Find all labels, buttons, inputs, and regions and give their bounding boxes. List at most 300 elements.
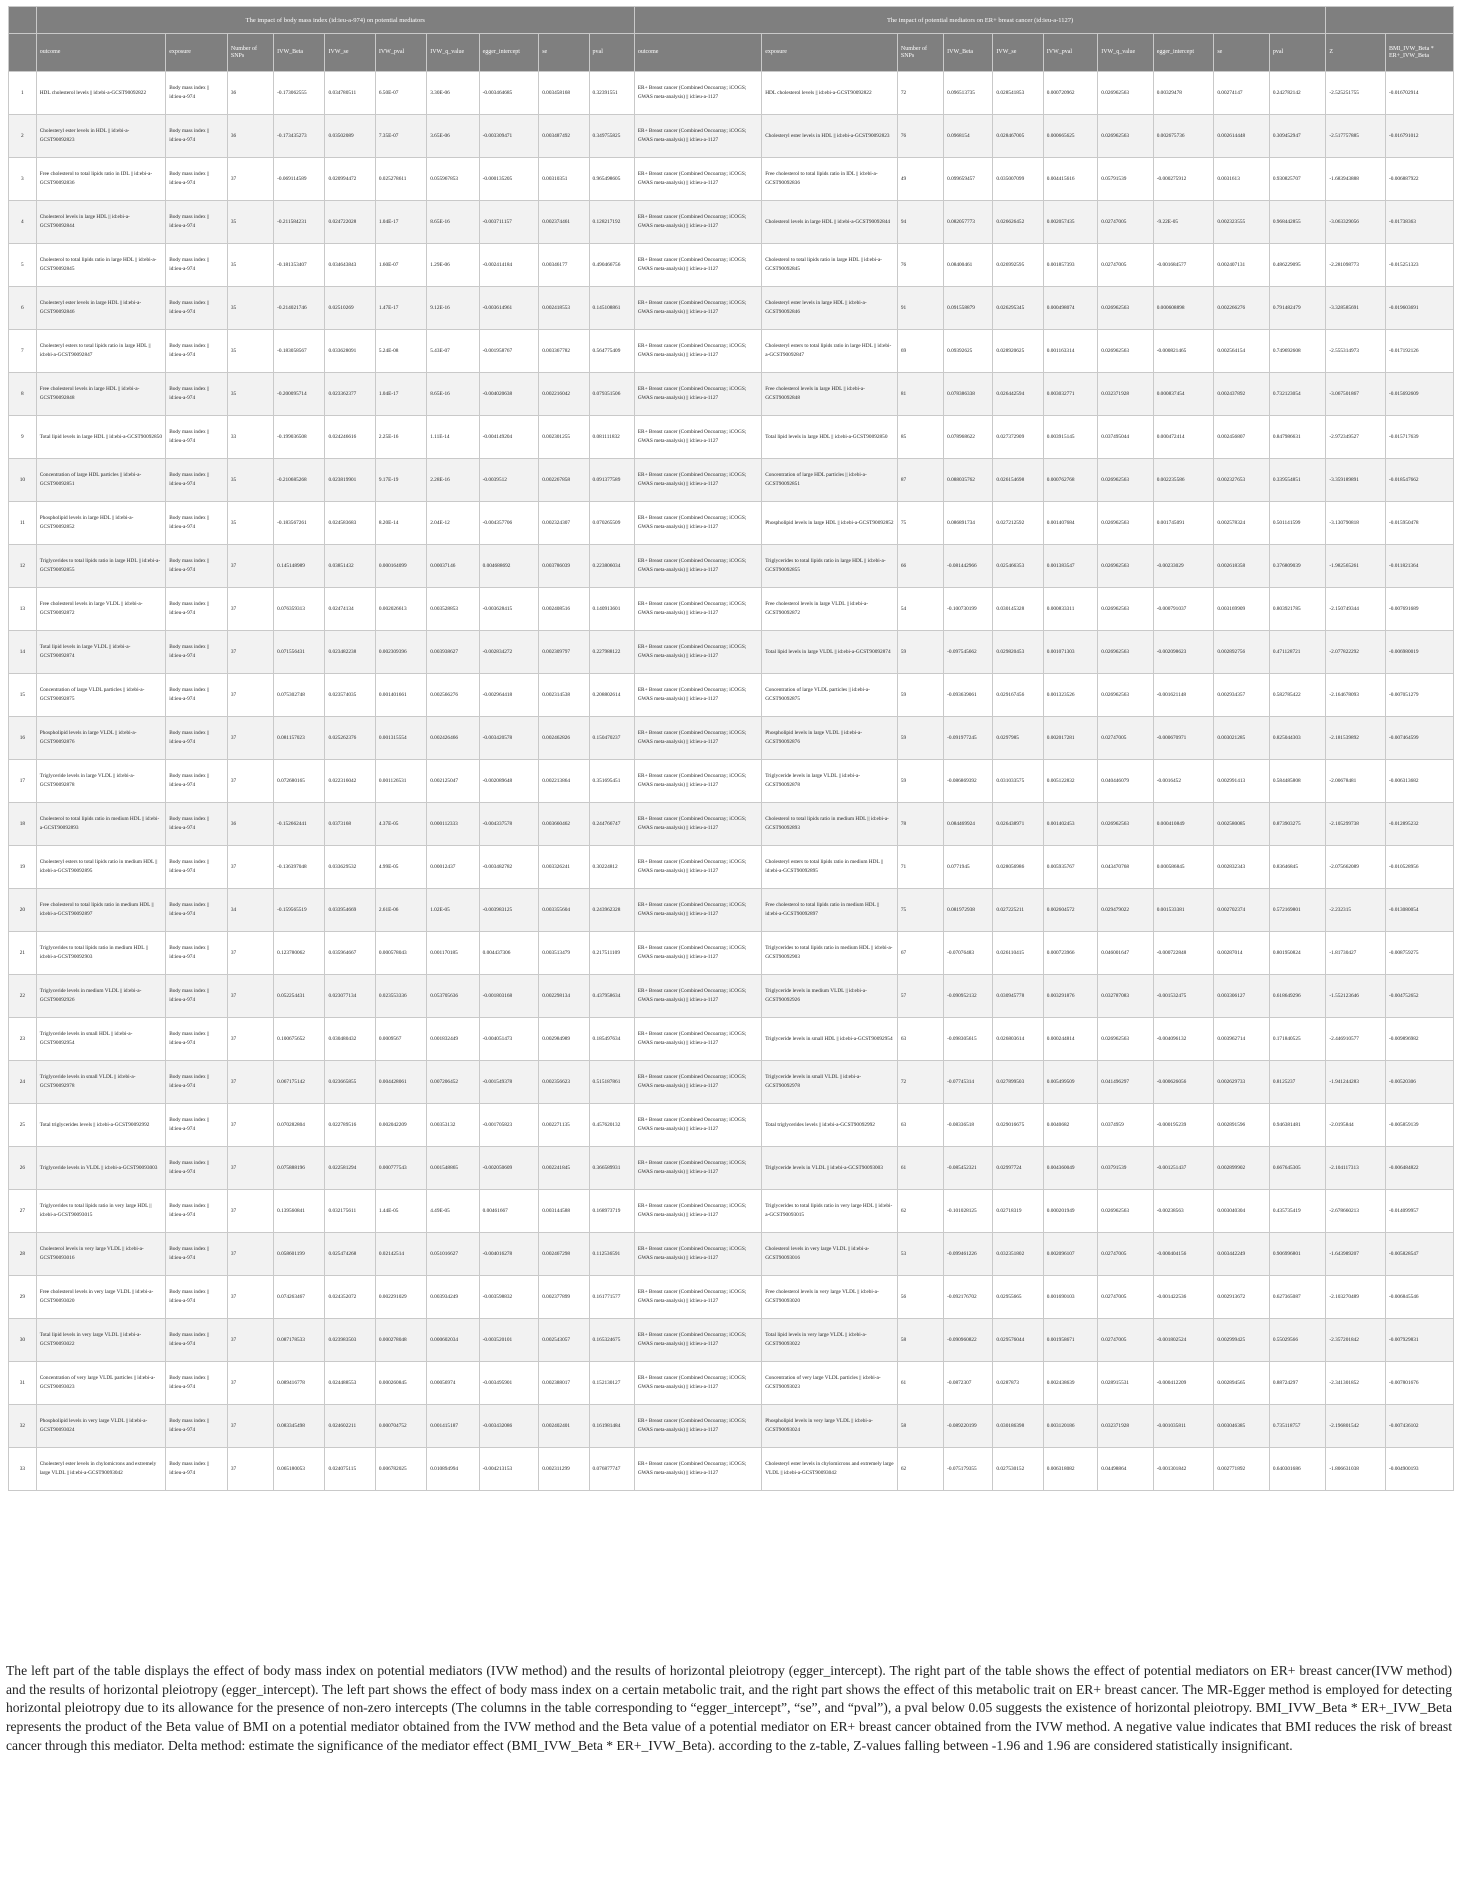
row-index-cell: 33: [9, 1448, 37, 1491]
table-cell: 0.027225211: [993, 889, 1043, 932]
table-cell: -0.003614961: [479, 287, 539, 330]
table-cell: -0.002834272: [479, 631, 539, 674]
table-cell: 0.024075115: [325, 1448, 375, 1491]
table-cell: -0.003495901: [479, 1362, 539, 1405]
table-cell: -0.07076483: [944, 932, 993, 975]
table-cell: Body mass index || id:ieu-a-974: [166, 330, 228, 373]
table-cell: Phospholipid levels in very large VLDL || id:ebi-a-GCST90093024: [36, 1405, 165, 1448]
table-cell: 0.029167456: [993, 674, 1043, 717]
table-cell: -0.0872307: [944, 1362, 993, 1405]
table-cell: -3.359189891: [1326, 459, 1386, 502]
table-cell: -0.001035811: [1153, 1405, 1214, 1448]
row-index-cell: 15: [9, 674, 37, 717]
table-cell: 0.002456807: [1214, 416, 1269, 459]
table-cell: 0.376809039: [1269, 545, 1326, 588]
table-cell: -0.004752652: [1385, 975, 1453, 1018]
table-cell: -0.004051473: [479, 1018, 539, 1061]
table-cell: 0.002566276: [427, 674, 479, 717]
table-cell: 37: [227, 1104, 273, 1147]
table-cell: 0.043470768: [1098, 846, 1153, 889]
table-cell: Total lipid levels in very large VLDL || id:ebi-a-GCST90093022: [762, 1319, 898, 1362]
table-cell: 0.081111832: [589, 416, 634, 459]
table-cell: 0.001126531: [375, 760, 426, 803]
table-cell: -0.008759275: [1385, 932, 1453, 975]
table-cell: 0.000665625: [1043, 115, 1097, 158]
table-cell: -2.341301852: [1326, 1362, 1386, 1405]
table-cell: -0.006845546: [1385, 1276, 1453, 1319]
table-cell: 4.37E-05: [375, 803, 426, 846]
table-cell: 0.002899902: [1214, 1147, 1269, 1190]
table-cell: 0.001401661: [375, 674, 426, 717]
table-cell: 0.002327653: [1214, 459, 1269, 502]
table-cell: 0.001533381: [1153, 889, 1214, 932]
column-header: se: [539, 34, 589, 72]
table-cell: 0.83646845: [1269, 846, 1326, 889]
table-cell: -0.001549378: [479, 1061, 539, 1104]
column-header: egger_intercept: [479, 34, 539, 72]
table-cell: -0.0016452: [1153, 760, 1214, 803]
table-cell: 0.003120186: [1043, 1405, 1097, 1448]
table-cell: 0.081972938: [944, 889, 993, 932]
table-row: [9, 803, 1454, 846]
table-cell: 54: [897, 588, 943, 631]
table-cell: -2.104117313: [1326, 1147, 1386, 1190]
table-cell: 0.002291029: [375, 1276, 426, 1319]
table-cell: -0.004213153: [479, 1448, 539, 1491]
table-cell: 35: [227, 330, 273, 373]
row-index-cell: 8: [9, 373, 37, 416]
table-cell: 0.025466353: [993, 545, 1043, 588]
row-index-cell: 2: [9, 115, 37, 158]
table-cell: 0.00461667: [479, 1190, 539, 1233]
table-cell: -0.003482782: [479, 846, 539, 889]
table-cell: 0.002407131: [1214, 244, 1269, 287]
group-header-blank-end: [1326, 7, 1454, 34]
table-cell: 0.968442855: [1269, 201, 1326, 244]
table-cell: -0.100730199: [944, 588, 993, 631]
table-cell: 0.001383547: [1043, 545, 1097, 588]
table-cell: 0.026803614: [993, 1018, 1043, 1061]
table-cell: 0.02747005: [1098, 201, 1153, 244]
column-header: outcome: [36, 34, 165, 72]
table-cell: 0.002241845: [539, 1147, 589, 1190]
table-cell: -0.001251437: [1153, 1147, 1214, 1190]
table-cell: 0.026962563: [1098, 330, 1153, 373]
table-cell: -0.000670971: [1153, 717, 1214, 760]
table-cell: 0.486229095: [1269, 244, 1326, 287]
table-row: [9, 201, 1454, 244]
row-index-cell: 21: [9, 932, 37, 975]
table-cell: 94: [897, 201, 943, 244]
table-cell: 37: [227, 545, 273, 588]
row-index-cell: 3: [9, 158, 37, 201]
table-row: [9, 1448, 1454, 1491]
table-cell: Body mass index || id:ieu-a-974: [166, 1405, 228, 1448]
row-index-cell: 26: [9, 1147, 37, 1190]
table-cell: 0.572169801: [1269, 889, 1326, 932]
table-cell: 0.0040682: [1043, 1104, 1097, 1147]
table-cell: Body mass index || id:ieu-a-974: [166, 287, 228, 330]
table-cell: 0.023553336: [375, 975, 426, 1018]
table-cell: 0.023819901: [325, 459, 375, 502]
table-cell: 0.034780511: [325, 72, 375, 115]
table-row: [9, 1147, 1454, 1190]
table-cell: -1.552123646: [1326, 975, 1386, 1018]
table-cell: 0.145148989: [274, 545, 325, 588]
table-cell: 0.112536591: [589, 1233, 634, 1276]
table-cell: 0.145108861: [589, 287, 634, 330]
table-cell: 0.032371928: [1098, 1405, 1153, 1448]
table-cell: 0.026962563: [1098, 115, 1153, 158]
table-cell: -0.090960822: [944, 1319, 993, 1362]
table-cell: Triglyceride levels in medium VLDL || id:ebi-a-GCST90092926: [36, 975, 165, 1018]
table-cell: -0.000275912: [1153, 158, 1214, 201]
table-cell: Body mass index || id:ieu-a-974: [166, 459, 228, 502]
table-cell: 0.032371928: [1098, 373, 1153, 416]
table-cell: -0.013080054: [1385, 889, 1453, 932]
table-cell: 8.65E-16: [427, 201, 479, 244]
table-cell: Body mass index || id:ieu-a-974: [166, 416, 228, 459]
table-cell: 0.075888196: [274, 1147, 325, 1190]
table-cell: -0.081442966: [944, 545, 993, 588]
table-cell: -0.199036508: [274, 416, 325, 459]
table-cell: 0.086891734: [944, 502, 993, 545]
table-cell: 0.002437892: [1214, 373, 1269, 416]
table-cell: 0.026295345: [993, 287, 1043, 330]
table-cell: 0.028915531: [1098, 1362, 1153, 1405]
table-cell: Triglycerides to total lipids ratio in medium HDL || id:ebi-a-GCST90092903: [762, 932, 898, 975]
table-cell: 0.040446079: [1098, 760, 1153, 803]
table-row: [9, 975, 1454, 1018]
table-cell: ER+ Breast cancer (Combined Oncoarray; iCOGS; GWAS meta-analysis) || id:ieu-a-1127: [634, 72, 761, 115]
table-cell: Total lipid levels in large VLDL || id:ebi-a-GCST90092874: [762, 631, 898, 674]
table-cell: 0.30224812: [589, 846, 634, 889]
table-cell: Cholesterol levels in very large VLDL || id:ebi-a-GCST90093016: [762, 1233, 898, 1276]
table-cell: 0.803921785: [1269, 588, 1326, 631]
table-cell: 0.227988122: [589, 631, 634, 674]
table-cell: 0.906996801: [1269, 1233, 1326, 1276]
table-cell: Total lipid levels in very large VLDL || id:ebi-a-GCST90093022: [36, 1319, 165, 1362]
table-cell: 0.168973719: [589, 1190, 634, 1233]
table-cell: 0.001163314: [1043, 330, 1097, 373]
table-cell: Triglyceride levels in VLDL || id:ebi-a-GCST90093003: [762, 1147, 898, 1190]
table-cell: Body mass index || id:ieu-a-974: [166, 1104, 228, 1147]
table-cell: -0.002098623: [1153, 631, 1214, 674]
table-cell: Body mass index || id:ieu-a-974: [166, 115, 228, 158]
table-cell: Free cholesterol to total lipids ratio in IDL || id:ebi-a-GCST90092836: [36, 158, 165, 201]
table-cell: 0.001407684: [1043, 502, 1097, 545]
table-cell: 0.02955665: [993, 1276, 1043, 1319]
table-cell: 0.00056974: [427, 1362, 479, 1405]
table-cell: ER+ Breast cancer (Combined Oncoarray; iCOGS; GWAS meta-analysis) || id:ieu-a-1127: [634, 588, 761, 631]
table-cell: 0.000720962: [1043, 72, 1097, 115]
table-cell: 0.002266276: [1214, 287, 1269, 330]
table-cell: 0.035964667: [325, 932, 375, 975]
table-cell: 0.339554851: [1269, 459, 1326, 502]
table-cell: 0.026626452: [993, 201, 1043, 244]
table-cell: 0.00310351: [539, 158, 589, 201]
table-cell: 37: [227, 1448, 273, 1491]
table-cell: -0.007929831: [1385, 1319, 1453, 1362]
table-cell: 0.05791539: [1098, 158, 1153, 201]
row-index-cell: 25: [9, 1104, 37, 1147]
table-cell: -0.015717639: [1385, 416, 1453, 459]
table-cell: -0.00520306: [1385, 1061, 1453, 1104]
group-header-row: [9, 7, 1454, 34]
table-cell: 0.002309396: [375, 631, 426, 674]
table-cell: 0.002467298: [539, 1233, 589, 1276]
table-cell: Cholesterol levels in large HDL || id:ebi-a-GCST90092844: [762, 201, 898, 244]
table-cell: 0.029479022: [1098, 889, 1153, 932]
table-cell: 87: [897, 459, 943, 502]
row-index-cell: 23: [9, 1018, 37, 1061]
table-cell: 37: [227, 674, 273, 717]
table-cell: 0.007206452: [427, 1061, 479, 1104]
group-header-right: The impact of potential mediators on ER+ breast cancer (id:ieu-a-1127): [634, 7, 1326, 34]
table-cell: 0.002356623: [539, 1061, 589, 1104]
table-cell: -0.007436102: [1385, 1405, 1453, 1448]
table-cell: Concentration of large VLDL particles || id:ebi-a-GCST90092875: [36, 674, 165, 717]
table-cell: 2.28E-16: [427, 459, 479, 502]
table-cell: 0.001323526: [1043, 674, 1097, 717]
table-cell: -0.015950478: [1385, 502, 1453, 545]
table-cell: -2.678660213: [1326, 1190, 1386, 1233]
table-cell: -3.130790818: [1326, 502, 1386, 545]
table-cell: 0.024246616: [325, 416, 375, 459]
table-cell: 0.003021285: [1214, 717, 1269, 760]
table-cell: -2.525251755: [1326, 72, 1386, 115]
table-cell: -3.067501867: [1326, 373, 1386, 416]
table-row: [9, 72, 1454, 115]
table-cell: 0.002096107: [1043, 1233, 1097, 1276]
table-cell: 0.003046385: [1214, 1405, 1269, 1448]
table-row: [9, 1018, 1454, 1061]
table-cell: 0.002323555: [1214, 201, 1269, 244]
table-cell: -0.015692609: [1385, 373, 1453, 416]
table-cell: Concentration of very large VLDL particles || id:ebi-a-GCST90093023: [762, 1362, 898, 1405]
table-cell: Cholesteryl esters to total lipids ratio in medium HDL || id:ebi-a-GCST90092895: [36, 846, 165, 889]
table-cell: -0.003983125: [479, 889, 539, 932]
table-cell: 59: [897, 760, 943, 803]
table-cell: 0.000278048: [375, 1319, 426, 1362]
table-cell: 0.003934249: [427, 1276, 479, 1319]
table-cell: Total lipid levels in large HDL || id:ebi-a-GCST90092850: [762, 416, 898, 459]
table-cell: 0.004360049: [1043, 1147, 1097, 1190]
table-cell: 0.732123054: [1269, 373, 1326, 416]
table-cell: Free cholesterol levels in large VLDL || id:ebi-a-GCST90092872: [36, 588, 165, 631]
table-cell: -0.210685268: [274, 459, 325, 502]
table-cell: 0.002675736: [1153, 115, 1214, 158]
table-cell: 0.082057773: [944, 201, 993, 244]
table-cell: 0.002891596: [1214, 1104, 1269, 1147]
table-cell: -0.006313682: [1385, 760, 1453, 803]
table-cell: 0.023574035: [325, 674, 375, 717]
table-cell: 0.825044303: [1269, 717, 1326, 760]
table-row: [9, 545, 1454, 588]
table-cell: -0.01738363: [1385, 201, 1453, 244]
row-index-cell: 14: [9, 631, 37, 674]
table-cell: 0.024602211: [325, 1405, 375, 1448]
table-row: [9, 244, 1454, 287]
table-cell: ER+ Breast cancer (Combined Oncoarray; iCOGS; GWAS meta-analysis) || id:ieu-a-1127: [634, 158, 761, 201]
table-cell: -0.002089648: [479, 760, 539, 803]
table-cell: 0.051016627: [427, 1233, 479, 1276]
table-cell: Total triglycerides levels || id:ebi-a-GCST90092992: [36, 1104, 165, 1147]
table-cell: -0.089220199: [944, 1405, 993, 1448]
table-row: [9, 674, 1454, 717]
table-cell: 0.033628091: [325, 330, 375, 373]
row-index-cell: 1: [9, 72, 37, 115]
table-cell: 0.003458168: [539, 72, 589, 115]
table-cell: Total triglycerides levels || id:ebi-a-GCST90092992: [762, 1104, 898, 1147]
table-cell: 0.002892756: [1214, 631, 1269, 674]
table-cell: Free cholesterol to total lipids ratio in medium HDL || id:ebi-a-GCST90092897: [36, 889, 165, 932]
table-cell: 91: [897, 287, 943, 330]
table-cell: 0.003291876: [1043, 975, 1097, 1018]
table-cell: ER+ Breast cancer (Combined Oncoarray; iCOGS; GWAS meta-analysis) || id:ieu-a-1127: [634, 1276, 761, 1319]
table-cell: -0.017192126: [1385, 330, 1453, 373]
table-cell: 34: [227, 889, 273, 932]
table-cell: 0.031033575: [993, 760, 1043, 803]
table-cell: -0.173435273: [274, 115, 325, 158]
table-cell: 0.030480432: [325, 1018, 375, 1061]
table-cell: 35: [227, 201, 273, 244]
table-cell: -0.091977245: [944, 717, 993, 760]
table-cell: 0.002426466: [427, 717, 479, 760]
table-row: [9, 760, 1454, 803]
column-header: exposure: [166, 34, 228, 72]
table-cell: -0.003420578: [479, 717, 539, 760]
table-cell: 0.078386338: [944, 373, 993, 416]
table-cell: 0.029576044: [993, 1319, 1043, 1362]
table-cell: 62: [897, 1190, 943, 1233]
table-cell: 0.152130127: [589, 1362, 634, 1405]
table-cell: 0.0771945: [944, 846, 993, 889]
table-cell: 0.067175142: [274, 1061, 325, 1104]
table-cell: Concentration of large VLDL particles || id:ebi-a-GCST90092875: [762, 674, 898, 717]
table-cell: 0.028467005: [993, 115, 1043, 158]
table-cell: 0.001402453: [1043, 803, 1097, 846]
table-cell: -0.003711157: [479, 201, 539, 244]
table-cell: 0.002913672: [1214, 1276, 1269, 1319]
table-cell: 0.02747005: [1098, 1319, 1153, 1362]
column-header: BMI_IVW_Beta * ER+_IVW_Beta: [1385, 34, 1453, 72]
table-cell: Body mass index || id:ieu-a-974: [166, 158, 228, 201]
table-cell: -0.005828547: [1385, 1233, 1453, 1276]
table-cell: 0.02142514: [375, 1233, 426, 1276]
table-cell: ER+ Breast cancer (Combined Oncoarray; iCOGS; GWAS meta-analysis) || id:ieu-a-1127: [634, 201, 761, 244]
table-cell: 0.001071303: [1043, 631, 1097, 674]
table-cell: 0.8125237: [1269, 1061, 1326, 1104]
table-cell: 61: [897, 1147, 943, 1190]
table-cell: 0.000164099: [375, 545, 426, 588]
table-cell: 0.002402401: [539, 1405, 589, 1448]
table-cell: 76: [897, 115, 943, 158]
table-cell: 1.04E-17: [375, 373, 426, 416]
table-cell: 0.023482238: [325, 631, 375, 674]
table-cell: Cholesterol levels in large HDL || id:ebi-a-GCST90092844: [36, 201, 165, 244]
table-cell: 0.003144588: [539, 1190, 589, 1233]
table-cell: Body mass index || id:ieu-a-974: [166, 889, 228, 932]
table-cell: 0.003367782: [539, 330, 589, 373]
table-cell: 0.089416778: [274, 1362, 325, 1405]
table-cell: -2.103270489: [1326, 1276, 1386, 1319]
table-cell: -0.006887922: [1385, 158, 1453, 201]
column-header: Number of SNPs: [227, 34, 273, 72]
row-index-cell: 32: [9, 1405, 37, 1448]
table-cell: 0.309452947: [1269, 115, 1326, 158]
table-cell: 0.003032771: [1043, 373, 1097, 416]
table-cell: 0.088035762: [944, 459, 993, 502]
table-cell: -2.164678093: [1326, 674, 1386, 717]
table-cell: 0.02718319: [993, 1190, 1043, 1233]
table-cell: 0.002618358: [1214, 545, 1269, 588]
table-cell: -0.097545662: [944, 631, 993, 674]
table-cell: 0.083345498: [274, 1405, 325, 1448]
table-cell: 0.001690103: [1043, 1276, 1097, 1319]
table-cell: 0.847986631: [1269, 416, 1326, 459]
table-cell: 0.000260845: [375, 1362, 426, 1405]
table-cell: 0.071556431: [274, 631, 325, 674]
table-cell: -1.683943888: [1326, 158, 1386, 201]
table-cell: -2.075662089: [1326, 846, 1386, 889]
table-cell: 0.965498605: [589, 158, 634, 201]
table-cell: ER+ Breast cancer (Combined Oncoarray; iCOGS; GWAS meta-analysis) || id:ieu-a-1127: [634, 889, 761, 932]
table-cell: -2.555314973: [1326, 330, 1386, 373]
table-cell: 0.026962563: [1098, 72, 1153, 115]
table-cell: ER+ Breast cancer (Combined Oncoarray; iCOGS; GWAS meta-analysis) || id:ieu-a-1127: [634, 803, 761, 846]
table-cell: Body mass index || id:ieu-a-974: [166, 244, 228, 287]
table-cell: ER+ Breast cancer (Combined Oncoarray; iCOGS; GWAS meta-analysis) || id:ieu-a-1127: [634, 416, 761, 459]
table-cell: 0.003528853: [427, 588, 479, 631]
table-cell: 0.023665855: [325, 1061, 375, 1104]
table-cell: 37: [227, 1362, 273, 1405]
table-cell: ER+ Breast cancer (Combined Oncoarray; iCOGS; GWAS meta-analysis) || id:ieu-a-1127: [634, 1147, 761, 1190]
table-cell: -0.003520101: [479, 1319, 539, 1362]
row-index-cell: 30: [9, 1319, 37, 1362]
table-cell: ER+ Breast cancer (Combined Oncoarray; iCOGS; GWAS meta-analysis) || id:ieu-a-1127: [634, 1061, 761, 1104]
table-cell: 0.002999425: [1214, 1319, 1269, 1362]
row-index-cell: 24: [9, 1061, 37, 1104]
mediation-results-table: [8, 6, 1454, 1491]
table-row: [9, 330, 1454, 373]
table-cell: 0.025474268: [325, 1233, 375, 1276]
table-cell: 0.037495044: [1098, 416, 1153, 459]
table-cell: 0.002934357: [1214, 674, 1269, 717]
table-cell: 0.091558879: [944, 287, 993, 330]
table-cell: -2.0195844: [1326, 1104, 1386, 1147]
table-cell: 0.004688692: [479, 545, 539, 588]
table-cell: -2.357201842: [1326, 1319, 1386, 1362]
table-cell: -0.001422536: [1153, 1276, 1214, 1319]
table-cell: 0.001415187: [427, 1405, 479, 1448]
table-cell: 0.026962563: [1098, 631, 1153, 674]
table-cell: 37: [227, 1190, 273, 1233]
table-cell: 0.242782142: [1269, 72, 1326, 115]
row-index-cell: 18: [9, 803, 37, 846]
table-cell: -0.002050609: [479, 1147, 539, 1190]
table-cell: Cholesteryl ester levels in large HDL || id:ebi-a-GCST90092846: [36, 287, 165, 330]
table-cell: -0.001802524: [1153, 1319, 1214, 1362]
column-header: egger_intercept: [1153, 34, 1214, 72]
table-cell: Triglyceride levels in small HDL || id:ebi-a-GCST90092954: [36, 1018, 165, 1061]
table-cell: 0.023077134: [325, 975, 375, 1018]
table-row: [9, 889, 1454, 932]
table-cell: 0.002991413: [1214, 760, 1269, 803]
table-cell: 0.02747005: [1098, 1276, 1153, 1319]
column-header: outcome: [634, 34, 761, 72]
table-cell: ER+ Breast cancer (Combined Oncoarray; iCOGS; GWAS meta-analysis) || id:ieu-a-1127: [634, 1018, 761, 1061]
